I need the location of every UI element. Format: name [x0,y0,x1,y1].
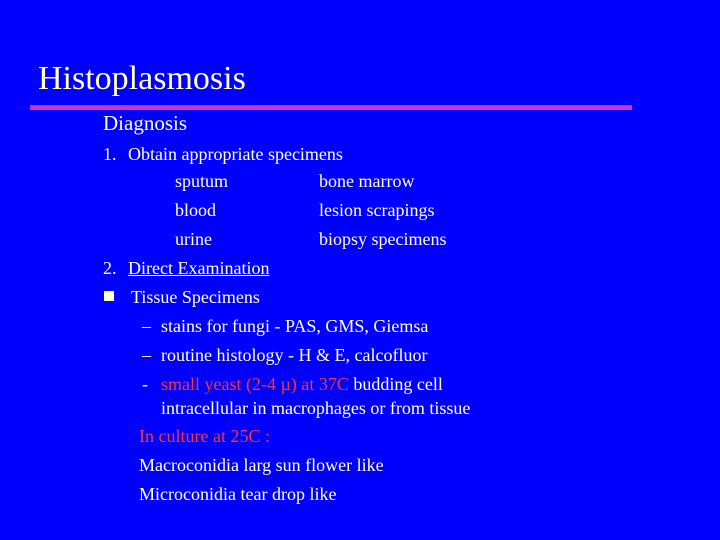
item-2-number: 2. [103,258,117,278]
culture-line-2: Microconidia tear drop like [139,484,337,504]
culture-line-1: Macroconidia larg sun flower like [139,455,384,475]
slide-title: Histoplasmosis [38,60,246,97]
item-1-number: 1. [103,144,117,164]
dash-2: – [142,345,151,365]
section-subtitle: Diagnosis [103,111,187,135]
dash-3-text [161,374,443,395]
dash-1: – [142,316,151,336]
dash-2-text: routine histology - H & E, calcofluor [161,345,428,365]
title-divider [30,105,632,110]
specimen-left-1: sputum [175,171,229,191]
dash-3-line-2: intracellular in macrophages or from tissue [161,398,471,418]
specimen-right-2: lesion scrapings [319,200,435,220]
specimen-right-3: biopsy specimens [319,229,447,249]
dash-3-highlight: small yeast (2-4 µ) at 37C [161,374,349,394]
item-2-text: Direct Examination [128,258,270,278]
bullet-text: Tissue Specimens [131,287,260,307]
specimen-right-1: bone marrow [319,171,415,191]
specimen-left-3: urine [175,229,212,249]
square-bullet-icon [104,291,114,301]
item-1-text: Obtain appropriate specimens [128,144,343,164]
specimen-left-2: blood [175,200,217,220]
dash-3-rest: budding cell [348,374,443,394]
dash-3: - [142,374,148,394]
culture-heading: In culture at 25C : [139,426,270,446]
dash-1-text: stains for fungi - PAS, GMS, Giemsa [161,316,429,336]
